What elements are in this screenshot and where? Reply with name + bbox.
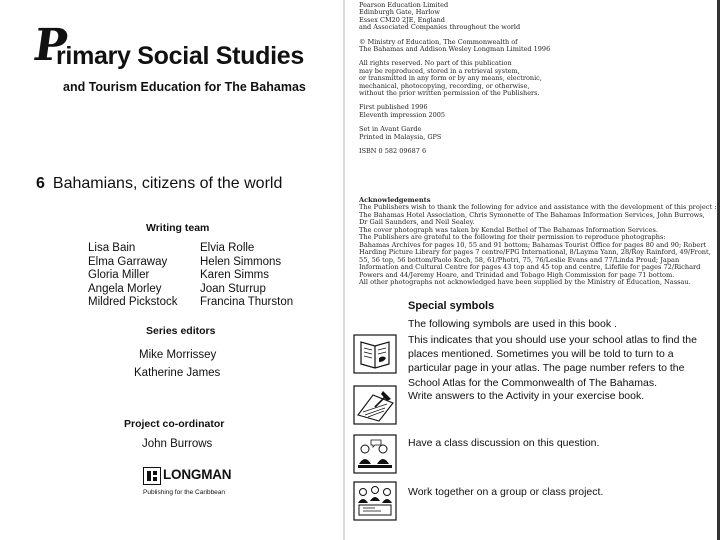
chapter-number: 6 (36, 175, 45, 192)
symbol-text-line: School Atlas for the Commonwealth of The Bahamas. (408, 376, 658, 389)
isbn: ISBN 0 582 09687 6 (359, 148, 427, 156)
acknowledgement-line: Dr Gail Saunders, and Neil Sealey. (359, 219, 475, 227)
acknowledgement-line: Bahamas Archives for pages 10, 55 and 91 bottom; Bahamas Tourist Office for pages 80 and 90; Robert (359, 241, 707, 249)
publisher-tagline: Publishing for the Caribbean (143, 489, 226, 496)
group-work-icon (353, 481, 397, 521)
author-name: Gloria Miller (88, 269, 150, 282)
author-name: Elvia Rolle (200, 242, 255, 254)
acknowledgement-line: The Publishers are grateful to the following for their permission to reproduce photographs: (359, 234, 666, 242)
author-name: Angela Morley (88, 282, 162, 295)
class-discussion-icon (353, 434, 397, 474)
printing-line: Set in Avant Garde (359, 126, 422, 134)
symbol-text-line: places mentioned. Sometimes you will be told to turn to a (408, 348, 674, 361)
writing-pencil-icon (353, 385, 397, 425)
acknowledgement-line: The Bahamas Hotel Association, Chris Symonette of The Bahamas Information Services, John Burrows, (359, 211, 705, 219)
acknowledgement-line: All other photographs not acknowledged have been supplied by the Ministry of Education, Nassau. (359, 278, 691, 286)
acknowledgements-block (359, 197, 717, 286)
writing-team-heading: Writing team (146, 222, 210, 234)
printing-line: Printed in Malaysia, GPS (359, 133, 442, 141)
left-page (0, 0, 345, 540)
series-editor: Mike Morrissey (139, 349, 217, 361)
symbol-description-group (408, 485, 603, 499)
copyright-line: The Bahamas and Addison Wesley Longman Limited 1996 (359, 46, 551, 54)
symbol-text-line: particular page in your atlas. The page number refers to the (408, 362, 685, 375)
imprint-line: Pearson Education Limited (359, 2, 449, 9)
rights-line: without the prior written permission of the Publishers. (359, 90, 540, 98)
imprint-block (359, 2, 714, 163)
edition-line: First published 1996 (359, 104, 428, 112)
coordinator-heading: Project co-ordinator (124, 418, 225, 430)
author-name: Lisa Bain (88, 242, 136, 254)
book-subtitle: and Tourism Education for The Bahamas (63, 80, 306, 94)
author-name: Karen Simms (200, 269, 270, 282)
symbol-text-line: This indicates that you should use your school atlas to find the (408, 334, 697, 346)
authors-column-2 (200, 242, 293, 310)
symbol-text-line: Write answers to the Activity in your exercise book. (408, 390, 645, 402)
author-name: Helen Simmons (200, 255, 282, 268)
author-name: Elma Garraway (88, 255, 168, 268)
symbol-description-discussion (408, 436, 599, 450)
chapter-title: Bahamians, citizens of the world (52, 175, 283, 192)
copyright-line: © Ministry of Education, The Commonwealth of (359, 38, 518, 46)
special-symbols-intro: The following symbols are used in this book . (408, 318, 617, 330)
author-name: Joan Sturrup (200, 282, 266, 295)
imprint-line: and Associated Companies throughout the world (359, 24, 521, 32)
rights-line: All rights reserved. No part of this publication (359, 60, 512, 68)
symbol-text-line: Have a class discussion on this question. (408, 437, 600, 449)
edition-line: Eleventh impression 2005 (359, 111, 446, 119)
acknowledgements-heading: Acknowledgements (359, 197, 431, 204)
publisher-name: LONGMAN (163, 467, 232, 482)
acknowledgement-line: Powers and 44/Jeremy Hoare, and Trinidad and Tobago High Commission for page 71 bottom. (359, 271, 675, 279)
right-page (345, 0, 720, 540)
symbol-description-write (408, 389, 644, 403)
rights-line: may be reproduced, stored in a retrieval system, (359, 67, 520, 75)
acknowledgement-line: Information and Cultural Centre for pages 43 top and 45 top and centre, Lifefile for pages 72/Richard (359, 264, 701, 272)
author-name: Mildred Pickstock (88, 296, 178, 309)
rights-line: or transmitted in any form or by any means, electronic, (359, 75, 542, 83)
chapter-heading (36, 175, 282, 193)
title-text: rimary Social Studies (56, 42, 304, 70)
acknowledgement-line: Harding Picture Library for pages 7 centre/FPG International, 8/Layma Yann, 28/Roy Rainford, 49/Front, (359, 249, 711, 257)
atlas-book-icon (353, 334, 397, 374)
coordinator-name: John Burrows (142, 438, 213, 450)
imprint-line: Edinburgh Gate, Harlow (359, 9, 440, 17)
acknowledgement-line: The cover photograph was taken by Kendal Bethel of The Bahamas Information Services. (359, 226, 658, 234)
symbol-description-atlas (408, 333, 697, 390)
author-name: Francina Thurston (200, 296, 294, 309)
longman-logo-icon (143, 467, 161, 485)
symbol-text-line: Work together on a group or class project. (408, 486, 604, 498)
title-initial: P (30, 20, 71, 71)
series-editors-heading: Series editors (146, 325, 216, 337)
rights-line: mechanical, photocopying, recording, or otherwise, (359, 82, 530, 90)
acknowledgement-line: 55, 56 top, 56 bottom/Paolo Koch, 58, 61/Photri, 75, 76/Leslie Evans and 77/Linda Proud; Japan (359, 256, 680, 264)
imprint-line: Essex CM20 2JE, England (359, 16, 445, 24)
authors-column-1 (88, 242, 177, 310)
special-symbols-heading: Special symbols (408, 300, 495, 312)
acknowledgement-line: The Publishers wish to thank the following for advice and assistance with the development of this project : (359, 204, 717, 212)
series-editor: Katherine James (134, 367, 221, 379)
